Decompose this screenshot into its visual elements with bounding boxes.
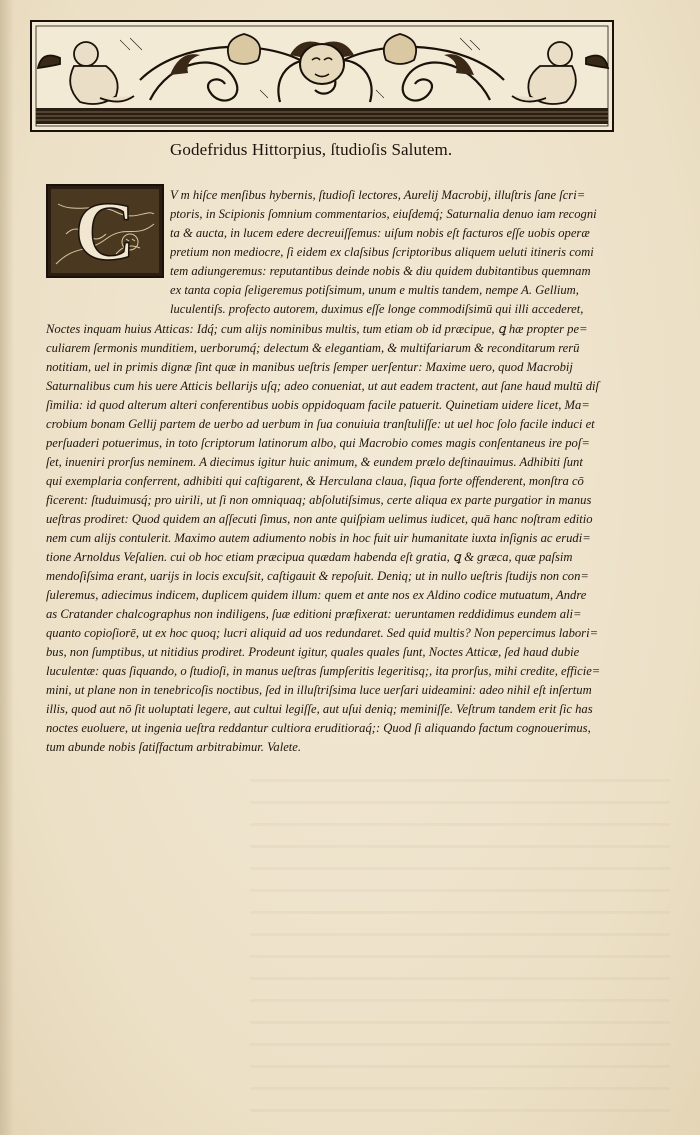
decorated-initial (46, 184, 164, 278)
text-line: notitiam, uel in primis dignæ ſint quæ in manibus ueſtris ſemper uerſentur: Maxime uero, quod Macrobij (46, 360, 573, 374)
text-line: crobium bonam Gellij partem de uerbo ad uerbum in ſua conuiuia tranſtuliſſe: ut uel hoc ſolo facile induci et (46, 417, 595, 431)
text-line: mini, ut plane non in tenebricoſis noctibus, ſed in illuſtriſsima luce uerſari uideamini: adeo nihil eſt inſertum (46, 683, 592, 697)
text-line: tione Arnoldus Veſalien. cui ob hoc etiam præcipua quædam habenda eſt gratia, ꝗ & græca, quæ paſsim (46, 550, 573, 564)
text-line: quanto copioſiorē, ut ex hoc quoq; lucri aliquid ad uos redundaret. Sed quid multis? Non pepercimus labori= (46, 626, 599, 640)
text-line: luculentæ: quas ſiquando, o ſtudioſi, in manus ueſtras ſumpſeritis legeritisq;, ita prorſus, mihi credite, efficie= (46, 664, 601, 678)
text-line: ex tanta copia ſeligeremus potiſsimum, unum e multis tandem, nempe A. Gellium, (170, 283, 579, 297)
text-line: ſimilia: id quod alterum alteri conferentibus uobis oppidoquam facile patuerit. Quinetiam uidere licet, Ma= (46, 398, 590, 412)
page-heading: Godefridus Hittorpius, ſtudioſis Salutem. (170, 140, 453, 159)
text-line: luculentiſs. profecto autorem, duximus eſſe longe commodiſsimū qui illi accederet, (170, 302, 584, 316)
lion-vine-woodcut-icon (46, 184, 164, 278)
text-line: noctes euoluere, ut ingenia ueſtra reddantur cultiora eruditioraq́;: Quod ſi aliquando factum cognouerimus, (46, 721, 591, 735)
text-line: ſuleremus, adiecimus indicem, duplicem quidem illum: quem et ante nos ex Aldino codice mutuatum, Andre (46, 588, 587, 602)
page-gutter-shadow (0, 0, 14, 1135)
text-line: ſet, inueniri prorſus neminem. A diecimus igitur huic animum, & eundem prælo deſtinauimus. Adhibiti ſunt (46, 455, 583, 469)
text-line: mendoſiſsima erant, uarijs in locis excuſsit, caſtigauit & repoſuit. Deniq; ut in nullo ueſtris ſtudijs non con= (46, 569, 589, 583)
text-line: ptoris, in Scipionis ſomnium commentarios, eiuſdemq́; Saturnalia denuo iam recogni (170, 207, 597, 221)
text-line: pretium non mediocre, ſi eidem ex claſsibus ſcriptoribus aliquem ueluti itineris comi (170, 245, 594, 259)
text-line: ueſtras prodiret: Quod quidem an aſſecuti ſimus, non ante quiſpiam uelimus iudicet, quā hanc noſtram editio (46, 512, 593, 526)
text-line: nem cum alijs contulerit. Maximo autem adiumento nobis in hoc fuit uir humanitate iuxta inſignis ac erudi= (46, 531, 591, 545)
initial-letter: C (74, 184, 136, 278)
text-line: illis, quod aut nō ſit uoluptati legere, aut cultui legiſſe, aut uſui deniq; meminiſſe. Veſtrum tandem erit ſic has (46, 702, 593, 716)
text-line: tum abunde nobis ſatiſfactum arbitrabimur. Valete. (46, 740, 302, 754)
text-line: culiarem ſermonis munditiem, uerborumq́; delectum & elegantiam, & multifariarum & reconditarum rerū (46, 341, 580, 355)
text-line: ta & aucta, in lucem edere decreuiſſemus: uiſum nobis eſt facturos eſſe uobis operæ (170, 226, 590, 240)
text-line: perſuaderi potuerimus, in toto ſcriptorum latinorum albo, qui Macrobio comes magis conſentaneus ire poſ= (46, 436, 590, 450)
cherubs-acanthus-woodcut-icon (30, 20, 614, 132)
text-line: V m hiſce menſibus hybernis, ſtudioſi lectores, Aurelij Macrobij, illuſtris ſane ſcri= (170, 188, 586, 202)
text-line: bus, non ſumptibus, ut nitidius prodiret. Prodeunt igitur, quales quales ſunt, Noctes Atticæ, ſed haud dubie (46, 645, 580, 659)
text-line: tem adiungeremus: reputantibus deinde nobis & diu quidem dubitantibus quemnam (170, 264, 591, 278)
text-line: ficerent: ſtuduimusq́; pro uirili, ut ſi non omniquaq; abſolutiſsimus, certe aliqua ex parte purgatior in manus (46, 493, 592, 507)
show-through-text (250, 760, 670, 1130)
text-line: Noctes inquam huius Atticas: Idq́; cum alijs nominibus multis, tum etiam ob id præcipue, ꝗ hæ propter pe= (46, 322, 588, 336)
text-line: qui exemplaria conferrent, adhibiti qui caſtigarent, & Herculana claua, ſiqua forte offenderent, monſtra cō (46, 474, 584, 488)
text-line: Saturnalibus cum his uere Atticis bellarijs uſq; adeo conueniat, ut aut eadem tractent, aut ſane haud multū diſ (46, 379, 600, 393)
text-line: as Cratander chalcographus non indiligens, ſuæ editioni præfixerat: ueruntamen reddidimus eundem ali= (46, 607, 582, 621)
